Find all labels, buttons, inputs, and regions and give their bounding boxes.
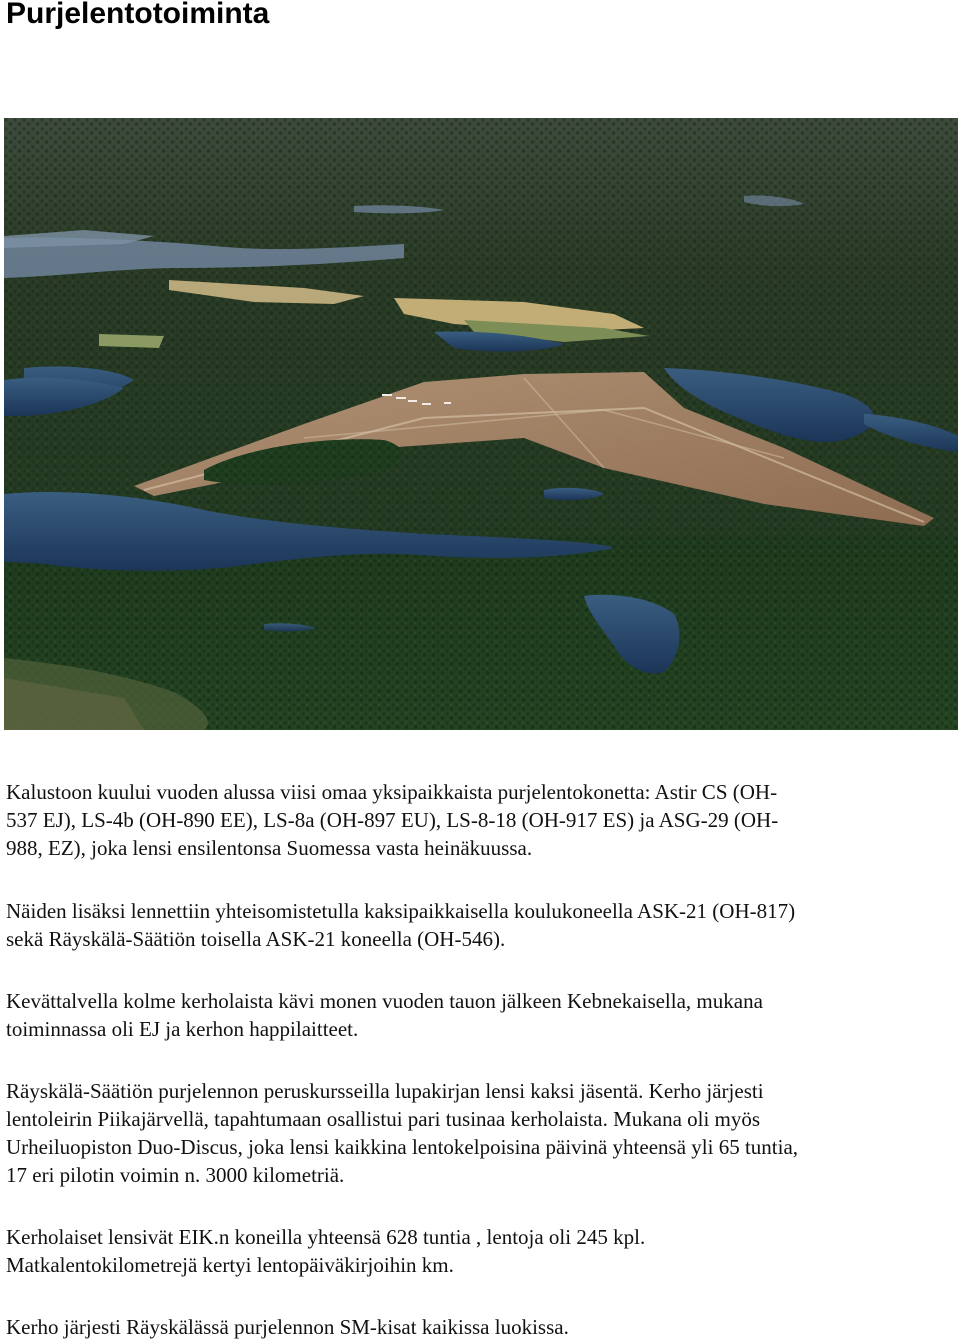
paragraph-courses: Räyskälä-Säätiön purjelennon peruskursseilla lupakirjan lensi kaksi jäsentä. Kerho järjesti lentoleirin Piikajärvellä, tapahtumaan osallistui pari tusinaa kerholaista. Mukana oli myös Urheiluopiston Duo-Discus, joka lensi kaikkina lentokelpoisina päivinä yhteensä yli 65 tuntia, 17 eri pilotin voimin n. 3000 kilometriä. bbox=[6, 1079, 799, 1187]
paragraph-sm-competition: Kerho järjesti Räyskälässä purjelennon SM-kisat kaikissa luokissa. bbox=[6, 1315, 569, 1339]
paragraph-two-seaters: Näiden lisäksi lennettiin yhteisomistetulla kaksipaikkaisella koulukoneella ASK-21 (OH-817) sekä Räyskälä-Säätiön toisella ASK-21 koneella (OH-546). bbox=[6, 899, 796, 951]
aerial-airfield-photo bbox=[4, 118, 958, 730]
paragraph-fleet: Kalustoon kuului vuoden alussa viisi omaa yksipaikkaista purjelentokonetta: Astir CS (OH- 537 EJ), LS-4b (OH-890 EE), LS-8a (OH-897 EU), LS-8-18 (OH-917 ES) ja ASG-29 (OH- 988, EZ), joka lensi ensilentonsa Suomessa vasta heinäkuussa. bbox=[6, 780, 779, 860]
paragraph-flight-stats: Kerholaiset lensivät EIK.n koneilla yhteensä 628 tuntia , lentoja oli 245 kpl. Matkalentokilometrejä kertyi lentopäiväkirjoihin km. bbox=[6, 1225, 646, 1277]
paragraph-kebnekaise: Kevättalvella kolme kerholaista kävi monen vuoden tauon jälkeen Kebnekaisella, mukana toiminnassa oli EJ ja kerhon happilaitteet. bbox=[6, 989, 763, 1041]
page-title: Purjelentotoiminta bbox=[6, 0, 270, 30]
